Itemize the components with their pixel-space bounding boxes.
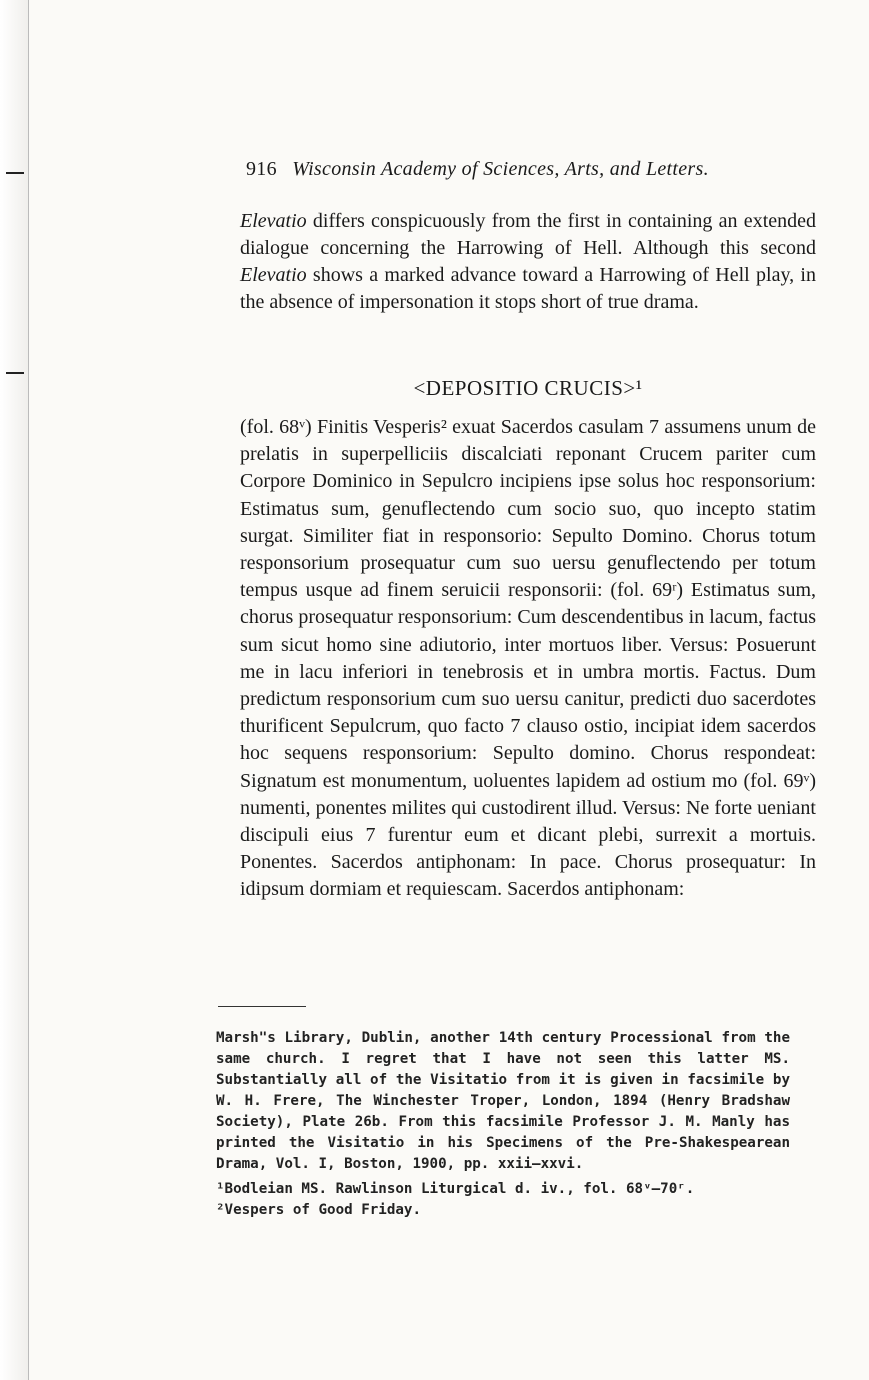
intro-paragraph	[240, 208, 816, 316]
footnotes	[216, 1028, 790, 1221]
footnote-2: ²Vespers of Good Friday.	[216, 1202, 421, 1218]
page-number: 916	[246, 158, 277, 180]
intro-lead-term: Elevatio	[240, 210, 307, 232]
footnote-rule	[218, 1006, 306, 1007]
footnote-1: ¹Bodleian MS. Rawlinson Liturgical d. iv., fol. 68ᵛ–70ʳ.	[216, 1181, 695, 1197]
edge-mark	[6, 172, 24, 174]
intro-part1: differs conspicuously from the first in containing an extended dialogue concerning the Harrowing of Hell. Although this second	[240, 210, 816, 259]
section-title: <DEPOSITIO CRUCIS>¹	[413, 376, 643, 400]
edge-mark	[6, 372, 24, 374]
intro-part2: shows a marked advance toward a Harrowing of Hell play, in the absence of impersonation it stops short of true drama.	[240, 264, 816, 313]
latin-text-block	[240, 414, 816, 904]
footnote-continuation: Marsh"s Library, Dublin, another 14th century Processional from the same church. I regret that I have not seen this latter MS. Substantially all of the Visitatio from it is given in facsimile by W. H. Frere, The Winchester Troper, London, 1894 (Henry Bradshaw Society), Plate 26b. From this facsimile Professor J. M. Manly has printed the Visitatio in his Specimens of the Pre-Shakespearean Drama, Vol. I, Boston, 1900, pp. xxii–xxvi.	[216, 1030, 790, 1172]
running-header	[246, 158, 766, 181]
latin-text: (fol. 68ᵛ) Finitis Vesperis² exuat Sacerdos casulam 7 assumens unum de prelatis in superpelliciis discalciati reponant Crucem pariter cum Corpore Dominico in Sepulcro incipiens ipse solus hoc responsorium: Estimatus sum, genuflectendo cum socio suo, quo incepto statim surgat. Similiter fiat in responsorio: Sepulto Domino. Chorus totum responsorium prosequatur cum suo uersu genuflectendo per totum tempus usque ad finem seruicii responsorii: (fol. 69ʳ) Estimatus sum, chorus prosequatur responsorium: Cum descendentibus in lacum, factus sum sicut homo sine adiutorio, inter mortuos liber. Versus: Posuerunt me in lacu inferiori in tenebrosis et in umbra mortis. Factus. Dum predictum responsorium cum suo uersu canitur, predicti duo sacerdotes thurificent Sepulcrum, quo facto 7 clauso ostio, incipiat idem sacerdos hoc sequens responsorium: Sepulto domino. Chorus respondeat: Signatum est monumentum, uoluentes lapidem ad ostium mo (fol. 69ᵛ) numenti, ponentes milites qui custodirent illud. Versus: Ne forte ueniant discipuli eius 7 furentur eum et dicant plebi, surrexit a mortuis. Ponentes. Sacerdos antiphonam: In pace. Chorus prosequatur: In idipsum dormiam et requiescam. Sacerdos antiphonam:	[240, 416, 816, 901]
page-left-edge	[0, 0, 29, 1380]
journal-title: Wisconsin Academy of Sciences, Arts, and Letters.	[292, 158, 709, 180]
intro-second-term: Elevatio	[240, 264, 307, 286]
